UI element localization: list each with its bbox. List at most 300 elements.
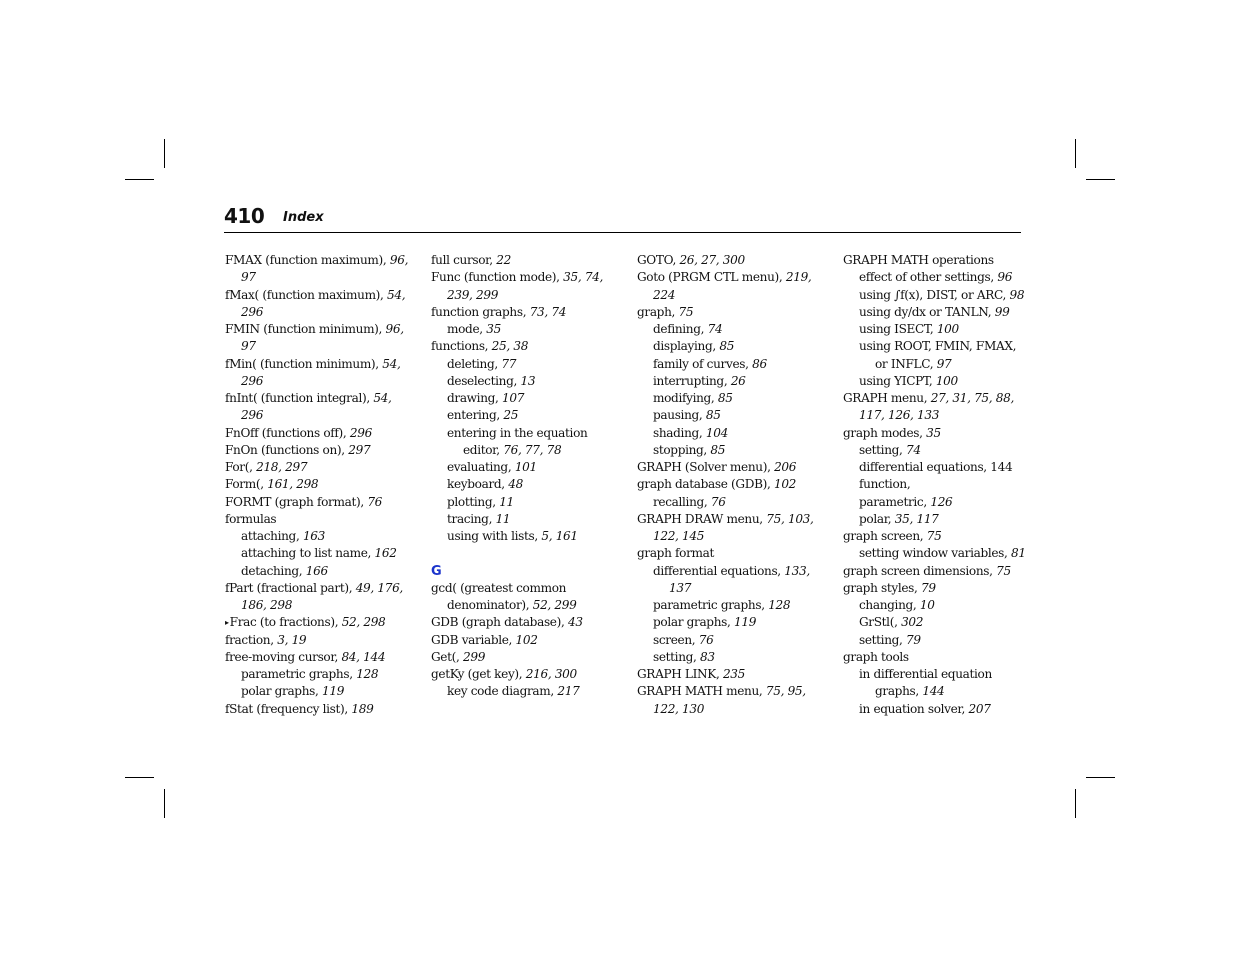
index-term: using ∫f(x), DIST, or ARC, xyxy=(859,287,1010,302)
index-entry xyxy=(431,425,617,442)
index-entry xyxy=(843,390,1029,407)
index-entry xyxy=(431,528,617,545)
index-page-refs: 126 xyxy=(930,494,953,509)
index-page-refs: 100 xyxy=(935,373,958,388)
index-page-refs: 207 xyxy=(968,701,991,716)
index-page-refs: 117, 126, 133 xyxy=(859,408,940,423)
index-term: stopping, xyxy=(653,442,711,457)
index-term: FnOff (functions off), xyxy=(225,425,350,440)
index-page-refs: 54, xyxy=(373,391,392,405)
index-entry xyxy=(225,287,411,304)
index-entry xyxy=(637,666,823,683)
index-entry xyxy=(843,632,1029,649)
index-entry xyxy=(637,252,823,269)
index-page-refs: 224 xyxy=(653,287,676,302)
index-spacer xyxy=(431,545,617,562)
index-entry xyxy=(225,252,411,269)
index-term: FORMT (graph format), xyxy=(225,494,368,509)
index-term: graph screen, xyxy=(843,529,927,543)
index-term: displaying, xyxy=(653,339,720,354)
index-term: in equation solver, xyxy=(859,701,969,716)
index-term: fStat (frequency list), xyxy=(225,701,352,716)
index-page-refs: 218, 297 xyxy=(256,460,308,474)
index-term: gcd( (greatest common xyxy=(431,580,567,595)
index-entry xyxy=(637,683,823,700)
index-page-refs: 10 xyxy=(919,598,935,612)
index-entry xyxy=(637,632,823,649)
index-term: FMIN (function minimum), xyxy=(225,322,386,336)
index-page-refs: 35, 117 xyxy=(894,511,939,526)
index-term: parametric graphs, xyxy=(241,667,357,681)
index-page-refs: 235 xyxy=(722,667,745,681)
index-entry xyxy=(431,632,617,649)
index-entry xyxy=(637,580,823,597)
index-entry xyxy=(843,701,1029,718)
index-column-1 xyxy=(225,252,411,718)
index-term: setting, xyxy=(653,649,701,664)
index-page-refs: 122, 145 xyxy=(653,529,705,543)
index-term: plotting, xyxy=(447,494,500,509)
index-term: FnOn (functions on), xyxy=(225,442,349,457)
index-page-refs: 144 xyxy=(922,684,945,699)
index-entry xyxy=(843,304,1029,321)
index-page-refs: 163 xyxy=(302,529,325,543)
index-term: GRAPH menu, xyxy=(843,391,931,405)
index-page-refs: 97 xyxy=(241,339,256,354)
index-entry xyxy=(225,666,411,683)
index-entry xyxy=(843,494,1029,511)
index-entry xyxy=(225,390,411,407)
index-page-refs: 48 xyxy=(508,477,523,492)
index-term: drawing, xyxy=(447,391,503,405)
index-entry xyxy=(637,304,823,321)
index-entry xyxy=(225,580,411,597)
index-page-refs: 84, 144 xyxy=(341,649,386,664)
index-term: screen, xyxy=(653,632,699,647)
index-term: recalling, xyxy=(653,494,711,509)
index-entry xyxy=(637,407,823,424)
index-term: parametric graphs, xyxy=(653,598,769,612)
index-page-refs: 54, xyxy=(387,287,406,302)
index-entry xyxy=(637,511,823,528)
index-entry xyxy=(431,407,617,424)
index-page-refs: 102 xyxy=(773,477,797,492)
index-entry xyxy=(637,614,823,631)
index-term: pausing, xyxy=(653,408,706,423)
index-page-refs: 27, 31, 75, 88, xyxy=(930,391,1014,405)
index-entry xyxy=(843,269,1029,286)
index-entry xyxy=(637,649,823,666)
index-term: parametric, xyxy=(859,494,931,509)
index-term: Frac (to fractions), xyxy=(229,615,342,630)
index-page-refs: 74 xyxy=(707,322,723,336)
index-page-refs: 166 xyxy=(305,563,328,578)
index-page-refs: 75, 95, xyxy=(765,684,806,699)
index-entry xyxy=(225,545,411,562)
index-term: using ISECT, xyxy=(859,322,937,336)
index-entry xyxy=(843,683,1029,700)
index-term: differential equations, xyxy=(653,563,785,578)
index-entry xyxy=(431,269,617,286)
index-entry xyxy=(225,494,411,511)
index-page-refs: 26, 27, 300 xyxy=(679,253,745,267)
index-term: Get(, xyxy=(431,649,463,664)
index-entry xyxy=(225,304,411,321)
index-term: GRAPH DRAW menu, xyxy=(637,511,767,526)
index-entry xyxy=(225,356,411,373)
index-entry xyxy=(431,511,617,528)
index-page-refs: 100 xyxy=(936,322,959,336)
index-column-2 xyxy=(431,252,617,701)
index-page-refs: 25 xyxy=(503,408,519,423)
index-page-refs: 43 xyxy=(567,615,583,630)
index-term: GDB variable, xyxy=(431,632,516,647)
index-entry xyxy=(637,528,823,545)
index-term: polar graphs, xyxy=(241,684,322,699)
index-page-refs: 216, 300 xyxy=(525,667,577,681)
index-entry xyxy=(225,407,411,424)
index-entry xyxy=(843,407,1029,424)
index-page-refs: 122, 130 xyxy=(653,701,705,716)
index-entry xyxy=(225,476,411,493)
index-page-refs: 11 xyxy=(495,511,511,526)
index-entry xyxy=(225,683,411,700)
index-entry xyxy=(843,373,1029,390)
index-term: graph tools xyxy=(843,649,909,664)
index-page-refs: 86 xyxy=(752,356,767,371)
crop-mark-top-left-horizontal xyxy=(125,179,154,180)
index-entry xyxy=(431,614,617,631)
crop-mark-bottom-left-horizontal xyxy=(125,777,154,778)
index-entry xyxy=(637,476,823,493)
index-entry xyxy=(225,269,411,286)
index-entry xyxy=(843,563,1029,580)
index-page-refs: 85 xyxy=(705,408,721,423)
index-term: function graphs, xyxy=(431,304,530,319)
page-header xyxy=(224,204,1021,233)
index-column-3 xyxy=(637,252,823,718)
index-entry xyxy=(637,321,823,338)
index-page-refs: 98 xyxy=(1009,287,1025,302)
index-entry xyxy=(843,442,1029,459)
triangle-marker-icon: ▸ xyxy=(225,618,229,628)
index-page-refs: 161, 298 xyxy=(267,477,319,492)
index-page-refs: 76 xyxy=(698,632,714,647)
index-entry xyxy=(843,666,1029,683)
index-term: fnInt( (function integral), xyxy=(225,391,374,405)
index-page-refs: 96, xyxy=(389,253,409,267)
index-term: fMax( (function maximum), xyxy=(225,287,388,302)
index-entry xyxy=(431,390,617,407)
index-entry xyxy=(637,563,823,580)
index-page-refs: 96 xyxy=(997,270,1013,285)
index-page-refs: 297 xyxy=(348,442,371,457)
index-entry xyxy=(637,269,823,286)
index-term: G xyxy=(431,563,442,579)
index-entry xyxy=(637,545,823,562)
section-title: Index xyxy=(283,210,324,225)
index-entry xyxy=(431,338,617,355)
index-page-refs: 219, xyxy=(785,270,812,285)
index-entry xyxy=(225,425,411,442)
index-page-refs: 79 xyxy=(921,580,936,595)
index-letter-heading xyxy=(431,563,617,580)
index-page-refs: 35 xyxy=(486,322,501,336)
index-term: family of curves, xyxy=(653,356,753,371)
index-entry xyxy=(843,252,1029,269)
index-page-refs: 35 xyxy=(926,425,941,440)
index-entry xyxy=(225,563,411,580)
index-entry xyxy=(431,597,617,614)
index-page-refs: 73, 74 xyxy=(529,304,567,319)
index-term: in differential equation xyxy=(859,667,992,681)
index-page-refs: 206 xyxy=(774,460,797,474)
index-entry xyxy=(225,632,411,649)
index-term: attaching, xyxy=(241,529,303,543)
crop-mark-bottom-right-horizontal xyxy=(1086,777,1115,778)
index-term: changing, xyxy=(859,598,920,612)
crop-mark-top-left-vertical xyxy=(164,139,165,168)
index-term: GRAPH (Solver menu), xyxy=(637,460,775,474)
index-term: detaching, xyxy=(241,563,306,578)
index-entry xyxy=(843,476,1029,493)
page-number: 410 xyxy=(224,204,265,228)
index-page-refs: 54, xyxy=(382,356,401,371)
index-entry xyxy=(225,597,411,614)
index-term: graph screen dimensions, xyxy=(843,563,997,578)
index-term: or INFLC, xyxy=(875,356,937,371)
index-page-refs: 128 xyxy=(768,598,791,612)
index-page-refs: 52, 299 xyxy=(532,598,577,612)
index-page-refs: 76 xyxy=(367,494,383,509)
index-entry xyxy=(431,356,617,373)
index-page-refs: 35, 74, xyxy=(563,270,604,285)
index-entry xyxy=(225,649,411,666)
index-page-refs: 239, 299 xyxy=(447,287,499,302)
index-term: For(, xyxy=(225,460,257,474)
index-term: setting window variables, xyxy=(859,546,1012,561)
index-term: modifying, xyxy=(653,391,718,405)
index-page-refs: 25, 38 xyxy=(491,339,529,354)
index-term: defining, xyxy=(653,322,708,336)
index-term: fraction, xyxy=(225,632,278,647)
index-entry xyxy=(225,321,411,338)
index-entry xyxy=(431,494,617,511)
index-page-refs: 97 xyxy=(936,356,952,371)
index-page-refs: 296 xyxy=(349,425,372,440)
index-page-refs: 189 xyxy=(351,701,374,716)
index-term: deselecting, xyxy=(447,373,521,388)
index-term: GrStl(, xyxy=(859,615,902,630)
crop-mark-top-right-vertical xyxy=(1075,139,1076,168)
index-entry xyxy=(225,528,411,545)
index-entry xyxy=(431,580,617,597)
index-entry xyxy=(431,476,617,493)
index-entry xyxy=(431,321,617,338)
index-entry xyxy=(843,545,1029,562)
index-entry xyxy=(843,425,1029,442)
index-term: deleting, xyxy=(447,356,502,371)
index-entry xyxy=(431,252,617,269)
index-entry xyxy=(431,373,617,390)
index-term: using YICPT, xyxy=(859,373,936,388)
index-page-refs: 162 xyxy=(374,546,397,561)
index-page-refs: 96, xyxy=(385,322,404,336)
index-term: graph format xyxy=(637,546,714,561)
index-page-refs: 79 xyxy=(906,632,921,647)
index-page-refs: 119 xyxy=(734,615,757,630)
index-term: shading, xyxy=(653,425,706,440)
index-entry xyxy=(637,494,823,511)
index-page-refs: 81 xyxy=(1011,546,1026,561)
index-page-refs: 11 xyxy=(499,494,514,509)
index-page-refs: 22 xyxy=(496,253,511,267)
index-entry xyxy=(225,373,411,390)
index-entry xyxy=(431,649,617,666)
index-term: evaluating, xyxy=(447,460,515,474)
index-entry xyxy=(637,701,823,718)
index-term: interrupting, xyxy=(653,373,731,388)
index-entry xyxy=(843,356,1029,373)
index-page-refs: 75 xyxy=(996,563,1011,578)
index-page-refs: 75 xyxy=(678,304,694,319)
index-page-refs: 101 xyxy=(514,460,537,474)
index-page-refs: 296 xyxy=(241,304,264,319)
index-entry xyxy=(637,338,823,355)
index-term: functions, xyxy=(431,339,492,354)
index-term: key code diagram, xyxy=(447,684,558,699)
index-term: FMAX (function maximum), xyxy=(225,253,390,267)
index-page-refs: 49, 176, xyxy=(355,580,403,595)
index-entry xyxy=(637,373,823,390)
index-entry xyxy=(637,425,823,442)
index-term: GRAPH MATH menu, xyxy=(637,684,766,699)
index-page-refs: 99 xyxy=(994,304,1010,319)
crop-mark-bottom-left-vertical xyxy=(164,789,165,818)
index-term: full cursor, xyxy=(431,253,497,267)
index-term: entering, xyxy=(447,408,504,423)
index-entry xyxy=(225,442,411,459)
index-term: tracing, xyxy=(447,511,496,526)
index-page-refs: 3, 19 xyxy=(277,632,307,647)
index-page-refs: 302 xyxy=(901,615,924,630)
index-term: keyboard, xyxy=(447,477,509,492)
index-entry xyxy=(431,287,617,304)
index-page-refs: 77 xyxy=(501,356,517,371)
index-page-refs: 85 xyxy=(717,391,733,405)
index-page-refs: 119 xyxy=(322,684,345,699)
index-page-refs: 76 xyxy=(710,494,726,509)
index-page-refs: 74 xyxy=(906,442,921,457)
index-term: using ROOT, FMIN, FMAX, xyxy=(859,339,1017,354)
index-page-refs: 299 xyxy=(463,649,486,664)
index-entry xyxy=(843,459,1029,476)
index-entry xyxy=(843,649,1029,666)
index-page-refs: 296 xyxy=(241,373,264,388)
index-page-refs: 85 xyxy=(719,339,735,354)
index-term: formulas xyxy=(225,511,277,526)
index-term: mode, xyxy=(447,322,487,336)
index-term: GDB (graph database), xyxy=(431,615,568,630)
index-term: editor, xyxy=(463,442,504,457)
index-term: graphs, xyxy=(875,684,923,699)
index-entry xyxy=(431,666,617,683)
index-page-refs: 13 xyxy=(520,373,536,388)
index-entry xyxy=(637,597,823,614)
index-page-refs: 107 xyxy=(502,391,525,405)
index-entry xyxy=(843,580,1029,597)
index-term: GOTO, xyxy=(637,253,680,267)
index-entry xyxy=(637,287,823,304)
index-term: graph modes, xyxy=(843,425,927,440)
index-term: Goto (PRGM CTL menu), xyxy=(637,270,786,285)
index-page-refs: 296 xyxy=(241,408,264,423)
index-term: graph styles, xyxy=(843,580,922,595)
index-page-refs: 104 xyxy=(705,425,728,440)
crop-mark-bottom-right-vertical xyxy=(1075,789,1076,818)
index-entry xyxy=(431,683,617,700)
index-entry xyxy=(225,338,411,355)
index-term: polar, xyxy=(859,511,895,526)
index-term: graph database (GDB), xyxy=(637,477,774,492)
index-entry xyxy=(637,459,823,476)
index-page-refs: 85 xyxy=(710,442,726,457)
index-entry xyxy=(225,511,411,528)
crop-mark-top-right-horizontal xyxy=(1086,179,1115,180)
index-entry xyxy=(843,597,1029,614)
index-term: differential equations, 144 xyxy=(859,460,1013,474)
index-entry xyxy=(843,338,1029,355)
index-entry xyxy=(843,528,1029,545)
index-entry xyxy=(843,287,1029,304)
index-term: GRAPH LINK, xyxy=(637,667,723,681)
index-term: Func (function mode), xyxy=(431,270,564,285)
index-entry xyxy=(431,459,617,476)
index-page-refs: 137 xyxy=(669,580,692,595)
index-term: effect of other settings, xyxy=(859,270,998,285)
index-term: fMin( (function minimum), xyxy=(225,356,383,371)
index-page-refs: 76, 77, 78 xyxy=(503,442,562,457)
index-entry xyxy=(225,459,411,476)
index-term: polar graphs, xyxy=(653,615,734,630)
index-entry xyxy=(637,356,823,373)
index-entry xyxy=(225,614,411,631)
index-term: graph, xyxy=(637,304,679,319)
index-term: setting, xyxy=(859,442,907,457)
index-term: getKy (get key), xyxy=(431,667,526,681)
index-term: attaching to list name, xyxy=(241,546,375,561)
index-term: fPart (fractional part), xyxy=(225,580,356,595)
index-term: using dy/dx or TANLN, xyxy=(859,304,995,319)
index-page-refs: 217 xyxy=(557,684,580,699)
index-page-refs: 83 xyxy=(700,649,715,664)
index-entry xyxy=(637,390,823,407)
index-term: function, xyxy=(859,477,911,492)
index-term: free-moving cursor, xyxy=(225,649,342,664)
index-term: using with lists, xyxy=(447,529,542,543)
index-entry xyxy=(843,321,1029,338)
index-entry xyxy=(843,511,1029,528)
index-page-refs: 75, 103, xyxy=(766,511,814,526)
index-term: setting, xyxy=(859,632,907,647)
index-page-refs: 133, xyxy=(784,563,810,578)
index-entry xyxy=(431,442,617,459)
index-page-refs: 97 xyxy=(241,270,256,285)
index-entry xyxy=(843,614,1029,631)
index-page-refs: 102 xyxy=(515,632,538,647)
index-term: Form(, xyxy=(225,477,268,492)
index-page-refs: 26 xyxy=(730,373,746,388)
